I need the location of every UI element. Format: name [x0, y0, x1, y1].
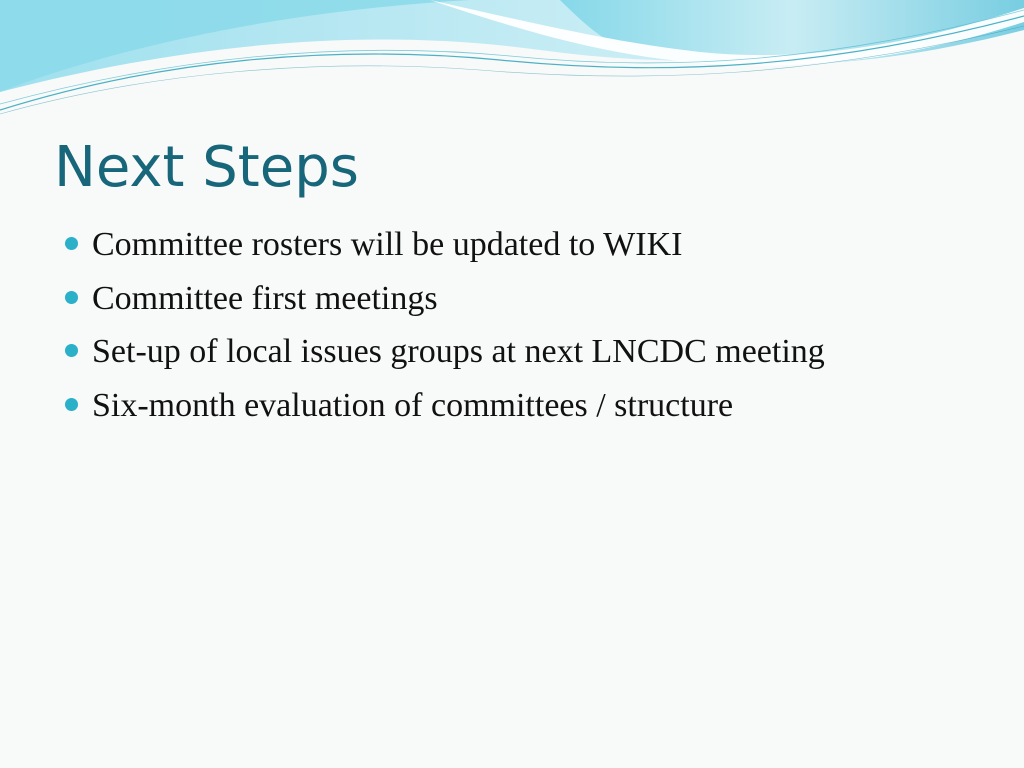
- bullet-item: [62, 272, 1002, 326]
- bullet-text: Committee rosters will be updated to WIKI: [92, 226, 683, 263]
- bullet-text: Set-up of local issues groups at next LNCDC meeting: [92, 333, 825, 370]
- bullet-circle-icon: [65, 237, 78, 250]
- bullet-item: [62, 379, 1002, 433]
- slide-title: Next Steps: [54, 135, 359, 200]
- bullet-text: Six-month evaluation of committees / structure: [92, 386, 734, 424]
- bullet-circle-icon: [65, 398, 78, 411]
- bullet-circle-icon: [65, 344, 78, 357]
- bullet-text: Committee first meetings: [92, 279, 438, 317]
- bullet-list: [62, 218, 1002, 432]
- bullet-item: [62, 218, 1002, 272]
- bullet-circle-icon: [65, 291, 78, 304]
- bullet-item: [62, 325, 1002, 379]
- decorative-wave-banner: [0, 0, 1024, 120]
